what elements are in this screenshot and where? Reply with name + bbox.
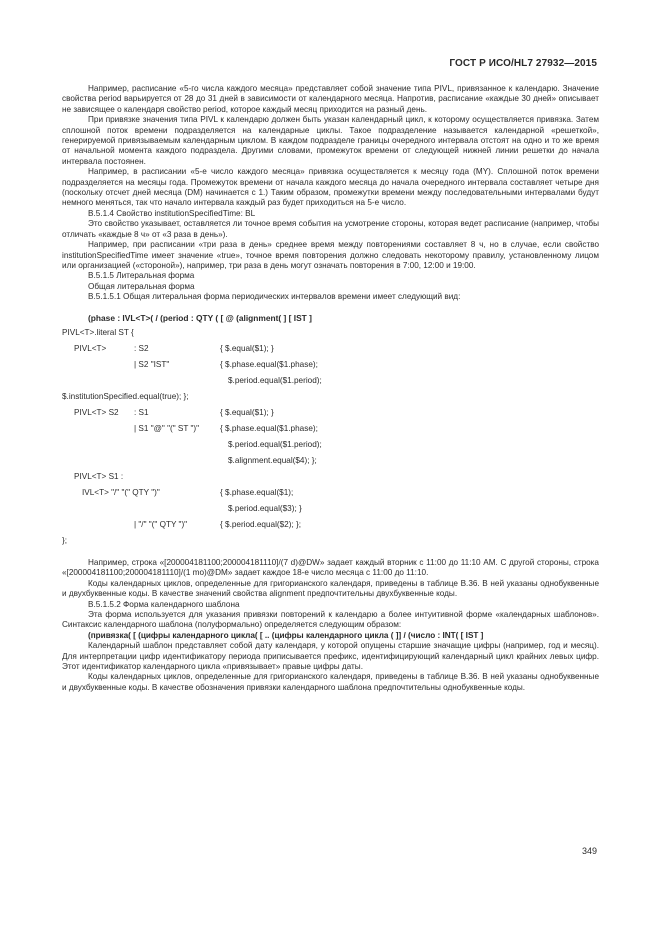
code-line bbox=[62, 472, 599, 488]
code-line bbox=[62, 456, 599, 472]
code-text: | S1 "@" "(" ST ")" bbox=[134, 423, 200, 433]
section-heading-b5-1-5-1: В.5.1.5.1 Общая литеральная форма периодических интервалов времени имеет следующий вид: bbox=[88, 292, 461, 302]
paragraph: Календарный шаблон представляет собой дату календаря, у которой опущены старшие значащие цифры (например, год и месяц). Для интерпретации цифр идентификатору периода приписывается префикс, идентифицирующий календарный цикл крайних левых цифр. Этот идентификатор календарного цикла «привязывает» правые цифры даты. bbox=[62, 641, 599, 671]
code-text: PIVL<T>.literal ST { bbox=[62, 327, 134, 337]
page-number: 349 bbox=[581, 846, 597, 856]
section-heading-b5-1-5: В.5.1.5 Литеральная форма bbox=[88, 271, 195, 281]
code-text: : S2 bbox=[134, 343, 149, 353]
section-heading-b5-1-5-2: В.5.1.5.2 Форма календарного шаблона bbox=[88, 599, 240, 609]
paragraph: Например, строка «[200004181100;200004181110]/(7 d)@DW» задает каждый вторник с 11:00 до 11:10 AM. С другой стороны, строка «[200004181100;200004181110]/(1 mo)@DM» задает каждое 18-е число месяца с 11:00 до 11:10. bbox=[62, 557, 599, 578]
code-text: $.period.equal($3); } bbox=[228, 503, 302, 513]
code-line bbox=[62, 344, 599, 360]
code-text: $.institutionSpecified.equal(true); }; bbox=[62, 391, 189, 401]
paragraph: Например, расписание «5-го числа каждого месяца» представляет собой значение типа PIVL, привязанное к календарю. Значение свойства period варьируется от 28 до 31 дней в зависимости от календарного месяца. Напротив, расписание «каждые 30 дней» описывает не зависящее о календаря свойство period, которое каждый месяц приходится на разный день. bbox=[62, 84, 599, 114]
code-text: PIVL<T> bbox=[74, 343, 107, 353]
code-line bbox=[62, 440, 599, 456]
code-text: { $.phase.equal($1.phase); bbox=[220, 359, 318, 369]
code-text: { $.equal($1); } bbox=[220, 407, 274, 417]
code-text: $.alignment.equal($4); }; bbox=[228, 455, 317, 465]
paragraph: Коды календарных циклов, определенные для григорианского календаря, приведены в таблице В.36. В ней указаны однобуквенные и двухбуквенные коды. В качестве значений свойства alignment предпочтительны двухбуквенные коды. bbox=[62, 578, 599, 599]
code-line bbox=[62, 520, 599, 536]
code-text: { $.phase.equal($1); bbox=[220, 487, 294, 497]
literal-form-formula: (phase : IVL<T>( / (period : QTY ( [ @ (alignment( ] [ IST ] bbox=[88, 312, 312, 323]
code-line bbox=[62, 392, 599, 408]
code-block bbox=[62, 328, 599, 552]
code-text: }; bbox=[62, 535, 68, 545]
code-text: | S2 "IST" bbox=[134, 359, 170, 369]
code-text: | "/" "(" QTY ")" bbox=[134, 519, 188, 529]
paragraph: Эта форма используется для указания привязки повторений к календарю а более интуитивной форме «календарных шаблонов». Синтаксис календарного шаблона (полуформально) определяется следующим образом: bbox=[62, 609, 599, 630]
code-line bbox=[62, 360, 599, 376]
document-header: ГОСТ Р ИСО/HL7 27932—2015 bbox=[449, 58, 597, 69]
paragraph: Коды календарных циклов, определенные для григорианского календаря, приведены в таблице В.36. В ней указаны однобуквенные и двухбуквенные коды. В качестве обозначения привязки календарного шаблона предпочтительны однобуквенные коды. bbox=[62, 672, 599, 692]
code-text: { $.period.equal($2); }; bbox=[220, 519, 302, 529]
paragraph: Например, при расписании «три раза в день» среднее время между повторениями составляет 8 ч, но в случае, если свойство institutionSpecifiedTime имеет значение «true», точное время повторения должно следовать некоторому правилу, установленному лицом или организацией («стороной»), например, три раза в день могут означать повторения в 7:00, 12:00 и 19:00. bbox=[62, 240, 599, 270]
code-line bbox=[62, 376, 599, 392]
code-text: IVL<T> "/" "(" QTY ")" bbox=[82, 487, 160, 497]
code-line bbox=[62, 488, 599, 504]
code-text: { $.phase.equal($1.phase); bbox=[220, 423, 318, 433]
section-heading-b5-1-4: В.5.1.4 Свойство institutionSpecifiedTime: BL bbox=[88, 208, 256, 218]
subheading-general-literal: Общая литеральная форма bbox=[88, 281, 195, 291]
paragraph: Это свойство указывает, оставляется ли точное время события на усмотрение стороны, которая ведет расписание (например, чтобы отличать «каждые 8 ч» от «3 раза в день»). bbox=[62, 219, 599, 239]
code-line bbox=[62, 408, 599, 424]
code-text: { $.equal($1); } bbox=[220, 343, 274, 353]
code-text: PIVL<T> S1 : bbox=[74, 471, 124, 481]
code-text: $.period.equal($1.period); bbox=[228, 375, 322, 385]
code-text: $.period.equal($1.period); bbox=[228, 439, 322, 449]
code-line bbox=[62, 328, 599, 344]
paragraph: Например, в расписании «5-е число каждого месяца» привязка осуществляется к месяцу года (MY). Сплошной поток времени подразделяется на месяцы года. Промежуток времени от начала каждого месяца до начала очередного интервала составляет четыре дня (поскольку отсчет дней месяца (DM) начинается с 1.) Таким образом, промежутки времени между последовательными интервалами будут немного меняться, так что начало интервала каждый раз будет приходиться на 5-е число. bbox=[62, 167, 599, 208]
code-text: PIVL<T> S2 bbox=[74, 407, 119, 417]
code-line bbox=[62, 504, 599, 520]
calendar-pattern-syntax: (привязка( [ (цифры календарного цикла( [ .. (цифры календарного цикла ( ]] / (число : INT( [ IST ] bbox=[88, 630, 484, 640]
paragraph: При привязке значения типа PIVL к календарю должен быть указан календарный цикл, к которому осуществляется привязка. Затем сплошной поток времени подразделяется на календарные циклы. Такое подразделение называется календарной «решеткой», генерируемой привязываемым календарным циклом. В каждом подразделе границы очередного интервала отстоят на одно и то же время от начальной момента каждого подраздела. Другими словами, промежуток времени от следующей нижней линии решетки до начала интервала постоянен. bbox=[62, 115, 599, 166]
code-line bbox=[62, 536, 599, 552]
code-text: : S1 bbox=[134, 407, 149, 417]
code-line bbox=[62, 424, 599, 440]
page-content bbox=[62, 84, 599, 693]
